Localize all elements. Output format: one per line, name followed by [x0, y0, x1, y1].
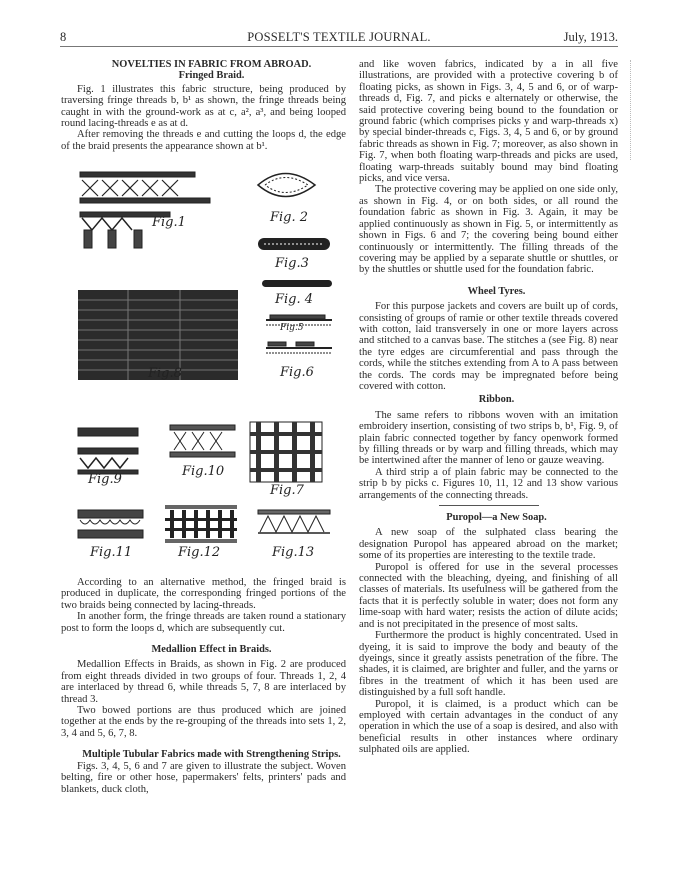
wheel-tyres-heading: Wheel Tyres.	[467, 285, 526, 297]
fringed-braid-heading: Fringed Braid.	[178, 70, 245, 82]
figures-plate	[70, 160, 340, 565]
page-number: 8	[60, 30, 67, 44]
fig1-label: Fig.1	[152, 215, 186, 230]
issue-date: July, 1913.	[563, 30, 618, 44]
fringed-paragraph-4: In another form, the fringe threads are taken round a stationary post to form the loops d, which are subsequently cut.	[61, 611, 346, 634]
fringed-paragraph-2: After removing the threads e and cutting the loops d, the edge of the braid presents the appearance shown at b¹.	[61, 129, 346, 152]
puropol-paragraph-2: Puropol is offered for use in the several processes connected with the bleaching, dyeing, and finishing of all classes of materials. Its usefulness will be gathered from the facts that it is perfectly soluble in water; does not form any lime-soap with hard water; resists the action of dilute acids; and is not precipitated in the presence of most salts.	[359, 561, 618, 630]
fig11-drawing	[78, 510, 143, 538]
fig13-drawing	[258, 510, 330, 533]
ribbon-heading: Ribbon.	[478, 394, 515, 406]
fig10-label: Fig.10	[182, 464, 225, 479]
tubular-paragraph-1: Figs. 3, 4, 5, 6 and 7 are given to illustrate the subject. Woven belting, fire or other hose, papermakers' felts, printers' pads and blankets, duck cloth,	[61, 760, 346, 795]
fig6-label: Fig.6	[280, 365, 314, 380]
tubular-paragraph-1-continued: and like woven fabrics, indicated by a in all five illustrations, are provided with a protective covering b of floating picks, as shown in Figs. 3, 4, 5 and 6, or of warp-threads d, Fig. 7, and picks e alternately or otherwise, the said protective covering being bound to the foundation or ground fabric (which comprises picks y and warp-threads x) by special binder-threads c, Figs. 3, 4, 5 and 6, or by ground fabric threads as shown in Fig. 7; moreover, as also shown in Fig. 7, when both floating warp-threads and picks are used, floating warp-threads suitably bound may bind floating picks, and vice versa.	[359, 59, 618, 185]
fig12-label: Fig.12	[178, 545, 221, 560]
fig11-label: Fig.11	[90, 545, 133, 560]
margin-mark	[630, 60, 631, 160]
puropol-paragraph-4: Puropol, it is claimed, is a product which can be employed with certain advantages in the conduct of any operation in which the use of a soap is desired, and also with beneficial results in other instances where ordinary sulphated oils are applied.	[359, 698, 618, 756]
fig12-drawing	[165, 505, 237, 543]
fringed-paragraph-3: According to an alternative method, the fringed braid is produced in duplicate, the corresponding fringed portions of the two braids being connected by lacing-threads.	[61, 577, 346, 611]
journal-title: POSSELT'S TEXTILE JOURNAL.	[247, 30, 431, 44]
fig5-label: Fig.5	[280, 323, 304, 333]
wheel-tyres-paragraph: For this purpose jackets and covers are built up of cords, consisting of groups of ramie or other textile threads covered with cotton, laid transversely in one or more layers across and stitched to a canvas base. The stitches a (see Fig. 8) near the tyre edges are circumferential and pass through the cords, while the stitches extending from A to A pass between the cords. The cords may be impregnated before being covered with cotton.	[359, 301, 618, 392]
fig10-drawing	[170, 425, 235, 457]
fig1-drawing	[80, 172, 210, 248]
fig4-drawing	[262, 280, 332, 287]
fig13-label: Fig.13	[272, 545, 315, 560]
fringed-paragraph-1: Fig. 1 illustrates this fabric structure, being produced by traversing fringe threads b, b¹ as shown, the fringe threads being caught in with the ground-work as at c, a², a³, and being looped round lacing-threads e as at d.	[61, 83, 346, 130]
left-column-bottom	[61, 577, 346, 795]
medallion-paragraph-2: Two bowed portions are thus produced which are joined together at the ends by the re-grouping of the threads into sets 1, 2, 3, 4 and 5, 6, 7, 8.	[61, 705, 346, 739]
medallion-paragraph-1: Medallion Effects in Braids, as shown in Fig. 2 are produced from eight threads divided in two groups of four. Threads 1, 2, 4 are interlaced by thread 6, while threads 5, 7, 8 are interlaced by thread 3.	[61, 659, 346, 705]
fig7-label: Fig.7	[270, 483, 304, 498]
fig2-label: Fig. 2	[270, 210, 309, 225]
right-column	[359, 59, 618, 756]
fig2-drawing	[258, 174, 315, 197]
medallion-heading: Medallion Effect in Braids.	[151, 644, 272, 656]
main-heading: NOVELTIES IN FABRIC FROM ABROAD.	[111, 59, 312, 70]
page-header	[60, 30, 618, 47]
puropol-paragraph-1: A new soap of the sulphated class bearing the designation Puropol has appeared abroad on the market; some of its properties are interesting to the textile trade.	[359, 527, 618, 562]
ribbon-paragraph-2: A third strip a of plain fabric may be connected to the strip b by picks c. Figures 10, 11, 12 and 13 show various arrangements of the connecting threads.	[359, 466, 618, 501]
tubular-paragraph-2: The protective covering may be applied on one side only, as shown in Fig. 4, or on both sides, or all round the foundation fabric as shown in Fig. 3. Again, it may be applied continuously as shown in Fig. 5, or intermittently as shown in Figs. 6 and 7; the covering being bound either continuously or intermittently. The filling threads of the covering may be applied by a separate shuttle or shuttles, or by the shuttles or shuttle used for the foundation fabric.	[359, 184, 618, 276]
left-column-top	[61, 59, 346, 152]
fig3-drawing	[258, 238, 330, 250]
fig9-drawing	[78, 428, 138, 474]
fig8-label: Fig.8	[148, 366, 182, 381]
puropol-paragraph-3: Furthermore the product is highly concentrated. Used in dyeing, it is said to improve the body and beauty of the dyeings, since it greatly assists penetration of the fibre. The shades, it is claimed, are brighter and fuller, and the yarns or fibres in the treatment of which it has been used are distinguished by a full soft handle.	[359, 630, 618, 699]
section-divider	[439, 505, 539, 506]
puropol-heading: Puropol—a New Soap.	[446, 512, 547, 524]
fig4-label: Fig. 4	[275, 292, 314, 307]
fig7-drawing	[250, 422, 322, 482]
ribbon-paragraph-1: The same refers to ribbons woven with an imitation embroidery insertion, consisting of two strips b, b¹, Fig. 9, of plain fabric connected together by fancy openwork formed by filling threads or by warp and filling threads, which may be intertwined after the manner of leno or gauze weaving.	[359, 409, 618, 467]
fig6-drawing	[266, 342, 332, 353]
tubular-heading: Multiple Tubular Fabrics made with Strengthening Strips.	[82, 749, 341, 761]
fig9-label: Fig.9	[88, 472, 122, 487]
fig3-label: Fig.3	[275, 256, 309, 271]
